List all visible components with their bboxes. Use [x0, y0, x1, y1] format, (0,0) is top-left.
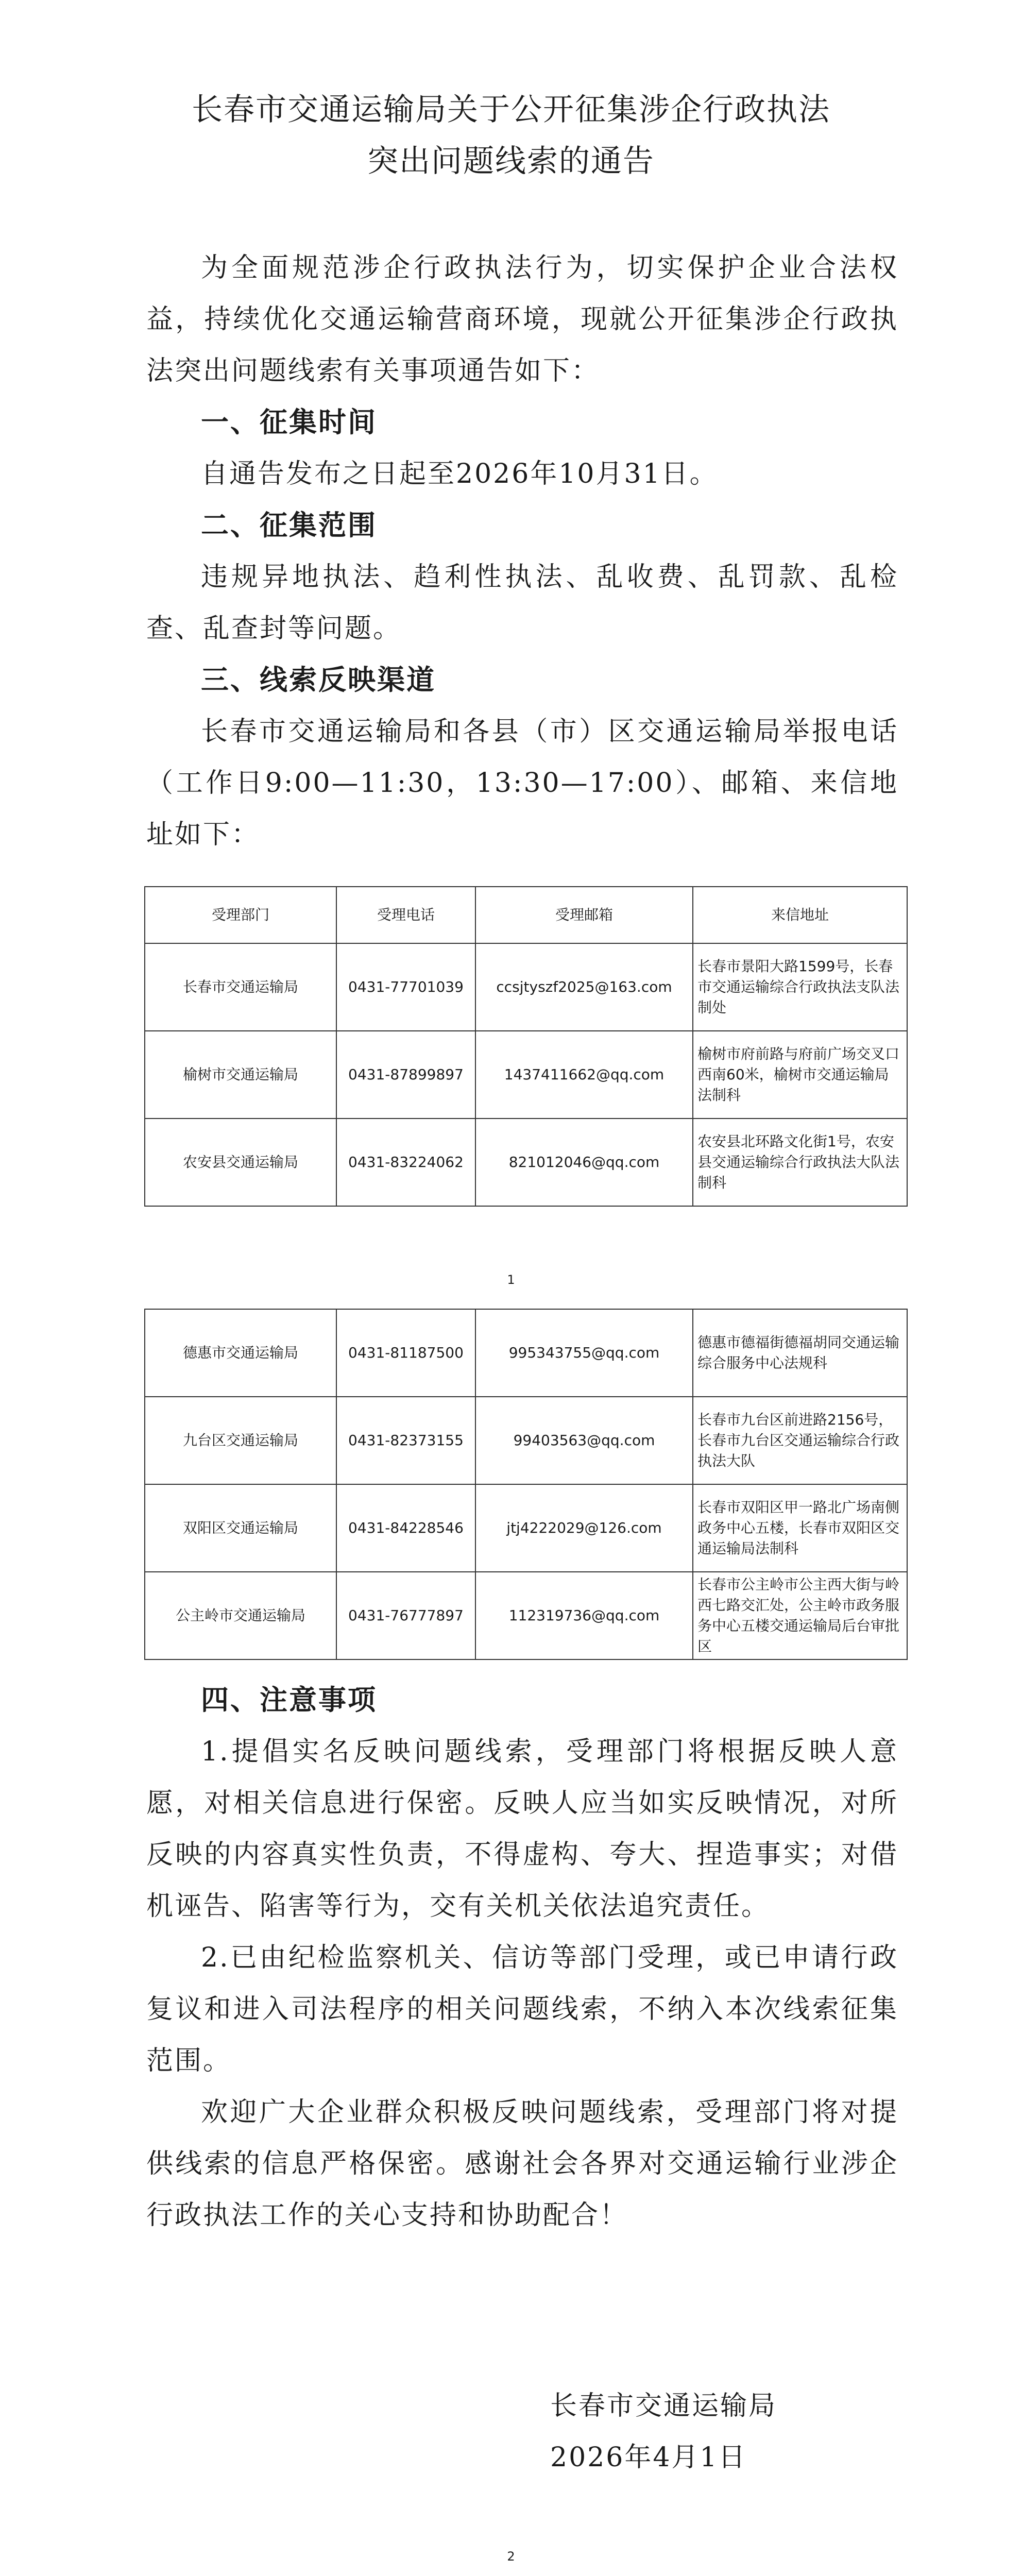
- table-row: [145, 1031, 907, 1118]
- table-row: [145, 1484, 907, 1572]
- section2-text: 违规异地执法、趋利性执法、乱收费、乱罚款、乱检查、乱查封等问题。: [146, 562, 898, 644]
- page-number-1: 1: [507, 1273, 515, 1287]
- document-title-line2: 突出问题线索的通告: [367, 143, 655, 179]
- cell-email: 112319736@qq.com: [475, 1572, 693, 1659]
- cell-email: 99403563@qq.com: [475, 1397, 693, 1484]
- cell-address: 长春市公主岭市公主西大街与岭西七路交汇处，公主岭市政务服务中心五楼交通运输局后台审批区: [693, 1572, 907, 1659]
- cell-phone: 0431-77701039: [336, 943, 475, 1031]
- table-row: [145, 1572, 907, 1659]
- cell-email: 821012046@qq.com: [475, 1118, 693, 1206]
- signature-organization: 长春市交通运输局: [550, 2391, 777, 2421]
- section4-heading: 四、注意事项: [201, 1684, 377, 1716]
- cell-department: 德惠市交通运输局: [145, 1309, 336, 1397]
- cell-address: 长春市双阳区甲一路北广场南侧政务中心五楼，长春市双阳区交通运输局法制科: [693, 1484, 907, 1572]
- cell-phone: 0431-76777897: [336, 1572, 475, 1659]
- cell-department: 双阳区交通运输局: [145, 1484, 336, 1572]
- contact-table-page2: [144, 1309, 908, 1660]
- header-address: 来信地址: [693, 887, 907, 943]
- intro-paragraph: 为全面规范涉企行政执法行为，切实保护企业合法权益，持续优化交通运输营商环境，现就公开征集涉企行政执法突出问题线索有关事项通告如下：: [146, 252, 898, 386]
- section1-heading: 一、征集时间: [201, 406, 377, 438]
- cell-phone: 0431-83224062: [336, 1118, 475, 1206]
- contact-table-page1: [144, 886, 908, 1207]
- cell-department: 农安县交通运输局: [145, 1118, 336, 1206]
- document-title-line1: 长春市交通运输局关于公开征集涉企行政执法: [192, 92, 830, 128]
- table-row: [145, 1397, 907, 1484]
- cell-email: 995343755@qq.com: [475, 1309, 693, 1397]
- cell-phone: 0431-82373155: [336, 1397, 475, 1484]
- header-phone: 受理电话: [336, 887, 475, 943]
- cell-phone: 0431-81187500: [336, 1309, 475, 1397]
- header-department: 受理部门: [145, 887, 336, 943]
- cell-department: 九台区交通运输局: [145, 1397, 336, 1484]
- header-email: 受理邮箱: [475, 887, 693, 943]
- cell-address: 德惠市德福街德福胡同交通运输综合服务中心法规科: [693, 1309, 907, 1397]
- page-number-2: 2: [507, 2549, 515, 2564]
- table-row: [145, 943, 907, 1031]
- cell-department: 公主岭市交通运输局: [145, 1572, 336, 1659]
- cell-address: 农安县北环路文化街1号，农安县交通运输综合行政执法大队法制科: [693, 1118, 907, 1206]
- cell-department: 长春市交通运输局: [145, 943, 336, 1031]
- cell-address: 榆树市府前路与府前广场交叉口西南60米，榆树市交通运输局法制科: [693, 1031, 907, 1118]
- cell-email: 1437411662@qq.com: [475, 1031, 693, 1118]
- table-row: [145, 1118, 907, 1206]
- section1-text: 自通告发布之日起至2026年10月31日。: [201, 459, 718, 489]
- cell-department: 榆树市交通运输局: [145, 1031, 336, 1118]
- cell-phone: 0431-84228546: [336, 1484, 475, 1572]
- cell-email: ccsjtyszf2025@163.com: [475, 943, 693, 1031]
- signature-date: 2026年4月1日: [550, 2442, 747, 2473]
- table-row: [145, 1309, 907, 1397]
- section2-heading: 二、征集范围: [201, 509, 377, 541]
- cell-email: jtj4222029@126.com: [475, 1484, 693, 1572]
- section3-text: 长春市交通运输局和各县（市）区交通运输局举报电话（工作日9:00—11:30，13:30—17:00）、邮箱、来信地址如下：: [146, 716, 898, 850]
- cell-phone: 0431-87899897: [336, 1031, 475, 1118]
- table-header-row: [145, 887, 907, 943]
- section4-paragraph1: 1.提倡实名反映问题线索，受理部门将根据反映人意愿，对相关信息进行保密。反映人应当如实反映情况，对所反映的内容真实性负责，不得虚构、夸大、捏造事实；对借机诬告、陷害等行为，交有关机关依法追究责任。: [146, 1736, 898, 1922]
- section4-paragraph2: 2.已由纪检监察机关、信访等部门受理，或已申请行政复议和进入司法程序的相关问题线索，不纳入本次线索征集范围。: [146, 1942, 898, 2076]
- section3-heading: 三、线索反映渠道: [201, 664, 436, 696]
- closing-paragraph: 欢迎广大企业群众积极反映问题线索，受理部门将对提供线索的信息严格保密。感谢社会各界对交通运输行业涉企行政执法工作的关心支持和协助配合！: [146, 2097, 898, 2231]
- cell-address: 长春市九台区前进路2156号，长春市九台区交通运输综合行政执法大队: [693, 1397, 907, 1484]
- cell-address: 长春市景阳大路1599号，长春市交通运输综合行政执法支队法制处: [693, 943, 907, 1031]
